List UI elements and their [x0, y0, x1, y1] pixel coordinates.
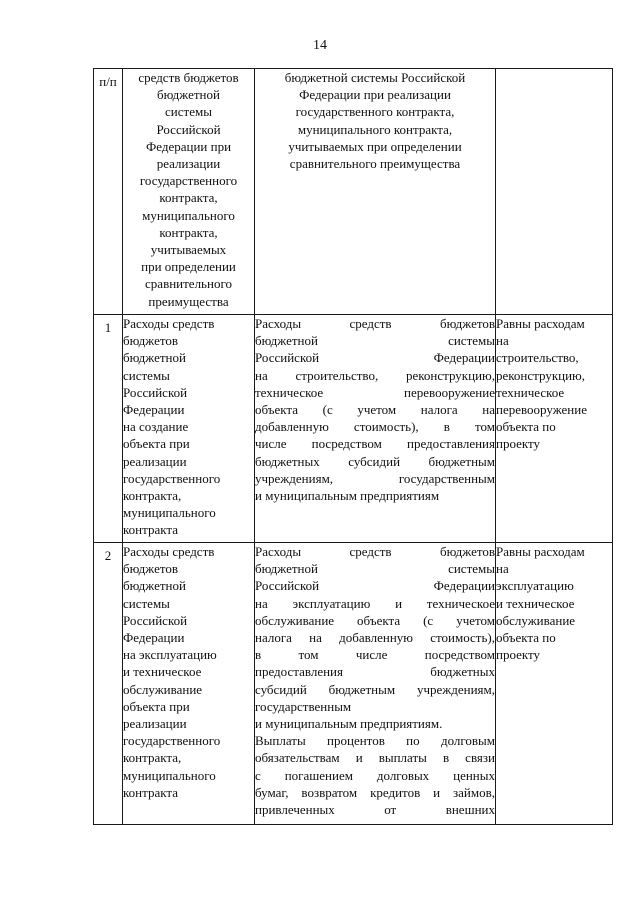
text-line: субсидий бюджетным учреждениям,	[255, 681, 495, 697]
text-line: сравнительного преимущества	[289, 156, 461, 172]
text-line: Российской	[156, 121, 221, 137]
text-line: числе посредством предоставления	[255, 436, 495, 452]
table-row-continuation	[94, 69, 613, 315]
text-line: объекта по	[496, 419, 556, 435]
text-line: контракта	[123, 784, 178, 800]
text-line: и муниципальным предприятиям.	[255, 716, 443, 732]
text-line: бюджетной системы Российской	[284, 70, 466, 85]
text-line: проекту	[496, 436, 541, 452]
text-line: Российской	[123, 384, 188, 400]
cell-indicator-name	[123, 69, 255, 315]
text-line: объекта (с учетом налога на	[255, 402, 495, 418]
text-line: государственного	[123, 733, 221, 749]
text-line: Расходы средств бюджетов	[255, 544, 495, 559]
text-line: системы	[165, 104, 212, 120]
text-line: бумаг, возвратом кредитов и займов,	[255, 784, 495, 800]
text-line: учитываемых при определении	[288, 138, 462, 154]
row-number-header	[94, 69, 123, 315]
text-line: государственным	[255, 698, 352, 714]
text-line: Федерации	[123, 402, 185, 418]
text-line: муниципального	[123, 767, 216, 783]
text-line: строительство,	[496, 350, 579, 366]
text-line: реализации	[123, 716, 187, 732]
text-line: государственного	[139, 173, 238, 189]
row-number	[94, 543, 123, 825]
text-line: учитываемых	[150, 242, 227, 258]
text-line: реализации	[156, 156, 221, 172]
text-line: объекта при	[123, 436, 190, 452]
text-line: реализации	[123, 453, 187, 469]
table-row-2	[94, 543, 613, 825]
text-line: бюджетной системы	[255, 561, 495, 577]
text-line: контракта	[123, 522, 178, 538]
text-line: сравнительного	[145, 276, 232, 292]
text-line: контракта,	[159, 224, 218, 240]
text-line: государственного контракта,	[295, 104, 455, 120]
text-line: Российской Федерации	[255, 578, 495, 594]
criteria-table	[93, 68, 613, 825]
text-line: бюджетов	[123, 561, 179, 577]
text-line: Равны расходам	[496, 544, 585, 559]
text-line: бюджетной	[123, 578, 186, 594]
text-line: контракта,	[159, 190, 218, 206]
text-line: при определении	[141, 259, 236, 275]
text-line: средств бюджетов	[138, 70, 239, 85]
text-line: и муниципальным предприятиям	[255, 488, 440, 504]
row-number	[94, 315, 123, 543]
cell-indicator-value	[496, 69, 613, 315]
text-line: Федерации при реализации	[299, 87, 451, 103]
text-line: учреждениям, государственным	[255, 470, 495, 486]
text-line: Российской	[123, 612, 188, 628]
text-line: объекта при	[123, 698, 190, 714]
text-line: бюджетной системы	[255, 333, 495, 349]
text-line: обслуживание объекта (с учетом	[255, 612, 495, 628]
text-line: техническое	[496, 384, 565, 400]
text-line: на эксплуатацию и техническое	[255, 595, 495, 611]
text-line: эксплуатацию	[496, 578, 574, 594]
cell-indicator-value	[496, 315, 613, 543]
text-line: муниципального контракта,	[297, 121, 453, 137]
cell-indicator-description	[255, 543, 496, 825]
text-line: реконструкцию,	[496, 367, 586, 383]
text-line: муниципального	[123, 505, 216, 521]
cell-indicator-name	[123, 543, 255, 825]
text-line: обязательствам и выплаты в связи	[255, 750, 495, 766]
text-line: бюджетной	[157, 87, 220, 103]
text-line: Выплаты процентов по долговым	[255, 733, 495, 749]
text-line: на	[496, 561, 509, 577]
cell-indicator-name	[123, 315, 255, 543]
cell-indicator-description	[255, 315, 496, 543]
row-number-text: п/п	[99, 74, 117, 89]
page-number: 14	[313, 38, 327, 53]
text-line: бюджетной	[123, 350, 186, 366]
text-line: системы	[123, 367, 170, 383]
text-line: преимущества	[148, 293, 229, 309]
text-line: на строительство, реконструкцию,	[255, 367, 495, 383]
row-number-text: 1	[104, 320, 112, 335]
cell-indicator-value	[496, 543, 613, 825]
text-line: налога на добавленную стоимость),	[255, 630, 495, 646]
text-line: Равны расходам	[496, 316, 585, 331]
text-line: системы	[123, 595, 170, 611]
text-line: предоставления бюджетных	[255, 664, 495, 680]
table-row-1	[94, 315, 613, 543]
text-line: и техническое	[123, 664, 202, 680]
text-line: с погашением долговых ценных	[255, 767, 495, 783]
text-line: на создание	[123, 419, 189, 435]
cell-indicator-description	[255, 69, 496, 315]
text-line: бюджетов	[123, 333, 179, 349]
text-line: проекту	[496, 647, 541, 663]
text-line: на	[496, 333, 509, 349]
text-line: и техническое	[496, 595, 575, 611]
text-line: государственного	[123, 470, 221, 486]
text-line: Расходы средств	[123, 316, 215, 331]
text-line: Федерации	[123, 630, 185, 646]
text-line: привлеченных от внешних	[255, 802, 495, 818]
text-line: обслуживание	[496, 612, 576, 628]
text-line: Расходы средств бюджетов	[255, 316, 495, 331]
text-line: Расходы средств	[123, 544, 215, 559]
text-line: Российской Федерации	[255, 350, 495, 366]
text-line: на эксплуатацию	[123, 647, 217, 663]
text-line: контракта,	[123, 488, 182, 504]
text-line: контракта,	[123, 750, 182, 766]
row-number-text: 2	[104, 548, 112, 563]
text-line: обслуживание	[123, 681, 203, 697]
text-line: добавленную стоимость), в том	[255, 419, 495, 435]
text-line: объекта по	[496, 630, 556, 646]
text-line: Федерации при	[145, 138, 232, 154]
text-line: перевооружение	[496, 402, 587, 418]
text-line: бюджетных субсидий бюджетным	[255, 453, 495, 469]
text-line: техническое перевооружение	[255, 384, 495, 400]
text-line: муниципального	[142, 207, 235, 223]
text-line: в том числе посредством	[255, 647, 495, 663]
